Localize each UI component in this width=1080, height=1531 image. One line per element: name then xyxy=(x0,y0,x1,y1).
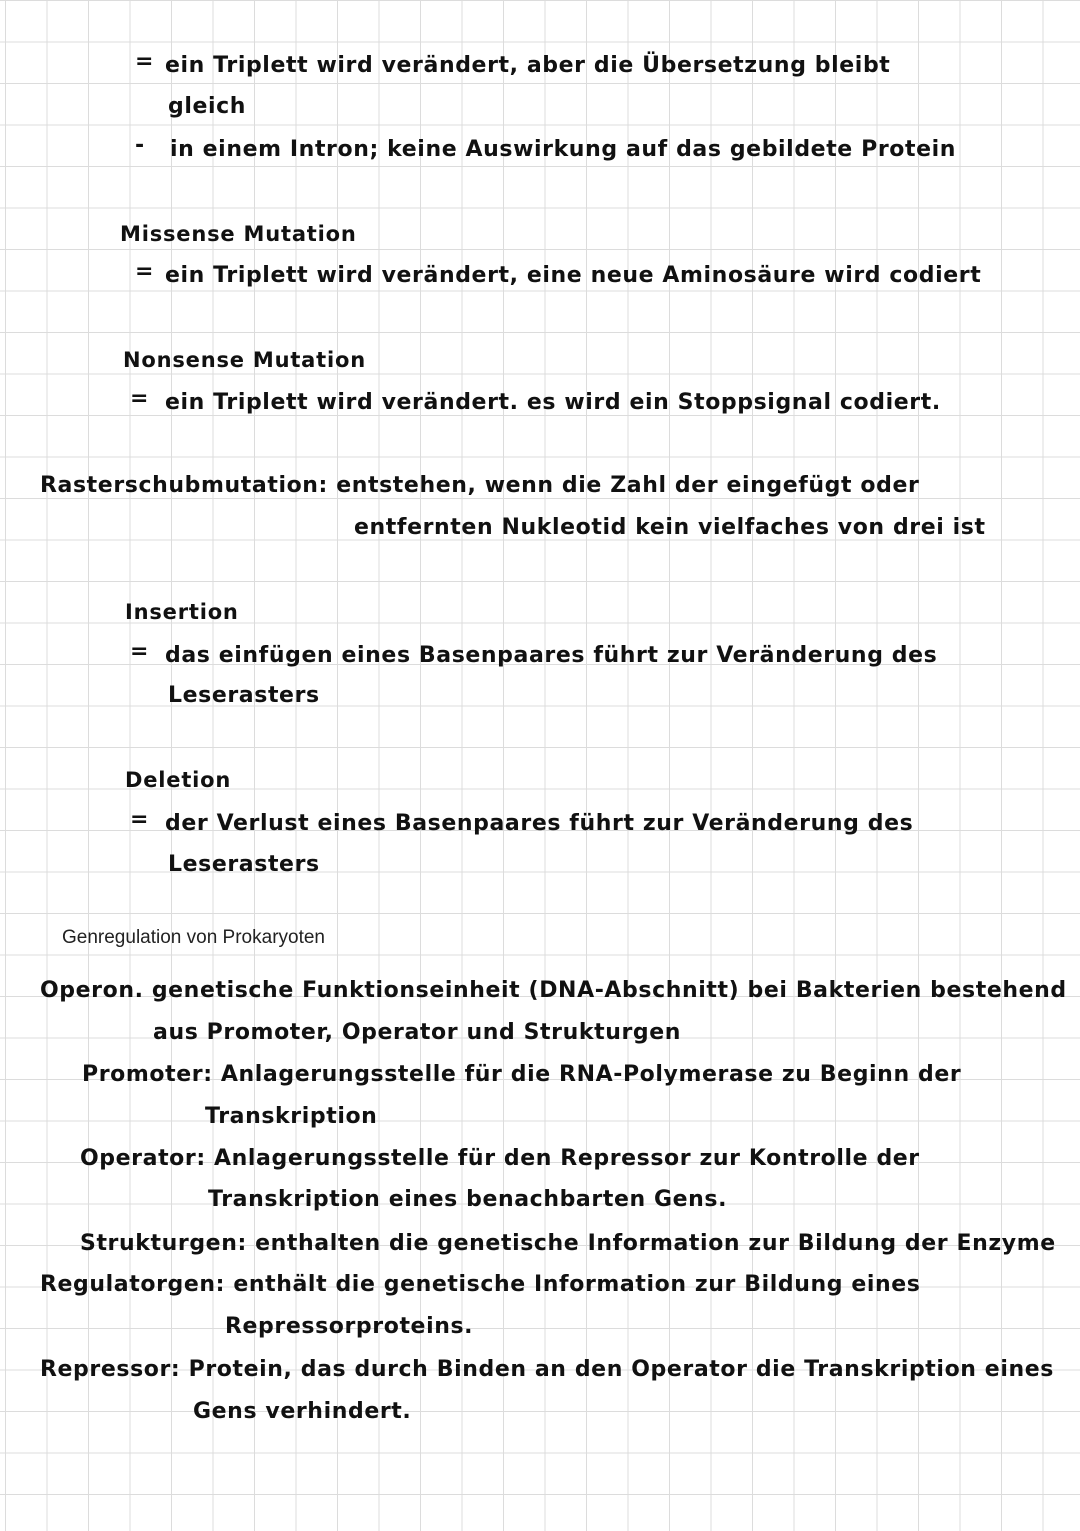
bullet-marker: = xyxy=(130,639,149,664)
operon-definition: Operon. genetische Funktionseinheit (DNA-Abschnitt) bei Bakterien bestehend xyxy=(40,978,1067,1003)
silent-mutation-line: gleich xyxy=(168,94,247,119)
bullet-marker: = xyxy=(135,49,154,74)
regulatorgen-definition: Regulatorgen: enthält die genetische Information zur Bildung eines xyxy=(40,1272,921,1297)
operator-definition: Operator: Anlagerungsstelle für den Repressor zur Kontrolle der xyxy=(80,1146,920,1171)
deletion-definition: der Verlust eines Basenpaares führt zur Veränderung des xyxy=(165,811,914,836)
missense-definition: ein Triplett wird verändert, eine neue Aminosäure wird codiert xyxy=(165,263,982,288)
promoter-definition: Promoter: Anlagerungsstelle für die RNA-Polymerase zu Beginn der xyxy=(82,1062,962,1087)
frameshift-definition: entfernten Nukleotid kein vielfaches von drei ist xyxy=(354,515,986,540)
bullet-marker: = xyxy=(135,259,154,284)
section-heading: Genregulation von Prokaryoten xyxy=(62,927,325,948)
repressor-definition: Repressor: Protein, das durch Binden an den Operator die Transkription eines xyxy=(40,1357,1054,1382)
frameshift-definition: Rasterschubmutation: entstehen, wenn die Zahl der eingefügt oder xyxy=(40,473,920,498)
nonsense-title: Nonsense Mutation xyxy=(123,348,366,372)
bullet-marker: = xyxy=(130,386,149,411)
missense-title: Missense Mutation xyxy=(120,222,357,246)
repressor-definition: Gens verhindert. xyxy=(193,1399,412,1424)
silent-mutation-line: ein Triplett wird verändert, aber die Übersetzung bleibt xyxy=(165,53,891,78)
deletion-definition: Leserasters xyxy=(168,852,320,877)
operon-definition: aus Promoter, Operator und Strukturgen xyxy=(153,1020,682,1045)
deletion-title: Deletion xyxy=(125,768,232,792)
insertion-definition: das einfügen eines Basenpaares führt zur Veränderung des xyxy=(165,643,938,668)
regulatorgen-definition: Repressorproteins. xyxy=(225,1314,474,1339)
silent-mutation-line: in einem Intron; keine Auswirkung auf das gebildete Protein xyxy=(170,137,957,162)
insertion-title: Insertion xyxy=(125,600,239,624)
promoter-definition: Transkription xyxy=(205,1104,378,1129)
nonsense-definition: ein Triplett wird verändert. es wird ein Stoppsignal codiert. xyxy=(165,390,941,415)
strukturgen-definition: Strukturgen: enthalten die genetische Information zur Bildung der Enzyme xyxy=(80,1231,1056,1256)
bullet-marker: - xyxy=(135,133,145,158)
bullet-marker: = xyxy=(130,807,149,832)
insertion-definition: Leserasters xyxy=(168,683,320,708)
operator-definition: Transkription eines benachbarten Gens. xyxy=(208,1187,728,1212)
